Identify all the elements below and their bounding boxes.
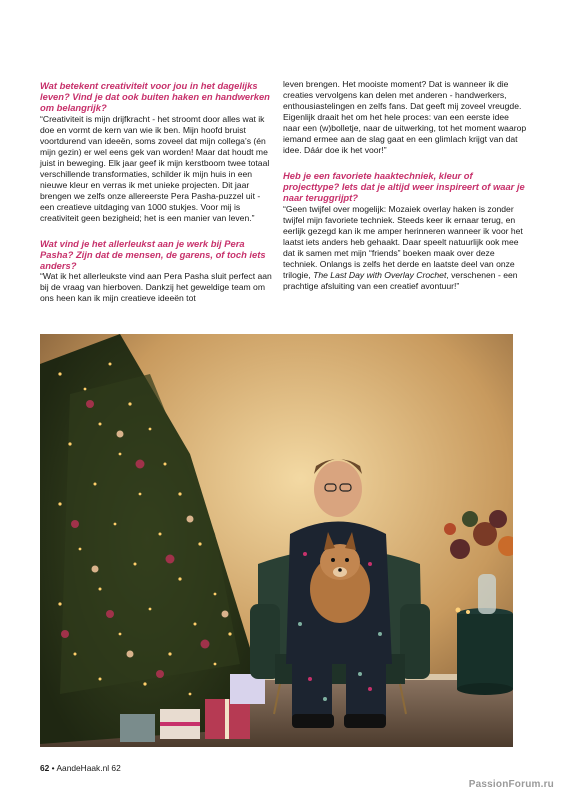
question-work: Wat vind je het allerleukst aan je werk bij Pera Pasha? Zijn dat de mensen, de garens, of toch iets anders? <box>40 237 266 272</box>
question-creativity: Wat betekent creativiteit voor jou in het dagelijks leven? Vind je dat ook buiten haken en handwerken om belangrijk? <box>40 80 270 114</box>
book-title: The Last Day with Overlay Crochet <box>313 269 447 280</box>
answer-creativity: “Creativiteit is mijn drijfkracht - het stroomt door alles wat ik doe en vormt de kern van wie ik ben. Mijn hoofd bruist voortdurend van ideeën, soms zoveel dat mijn collega’s (én mijn gezin) er wel eens gek van worden! Maar dat houdt me juist in beweging. Elk jaar geef ik mijn kerstboom twee totaal verschillende transformaties, schilder ik mijn huis in een nieuwe kleur en verras ik met unieke projecten. Dit jaar brengen we zelfs onze allereerste Pera Pasha-puzzel uit - een creatieve uitdaging van 1000 stukjes. Voor mij is creativiteit geen bezigheid; het is een manier van leven.” <box>40 113 270 223</box>
left-column <box>40 80 274 310</box>
photo-illustration <box>40 334 513 747</box>
page-footer <box>40 763 121 773</box>
footer-text: AandeHaak.nl 62 <box>56 763 121 773</box>
watermark: PassionForum.ru <box>468 779 554 790</box>
answer-technique-text: “Geen twijfel over mogelijk: Mozaiek overlay haken is zonder twijfel mijn favoriete techniek. Steeds keer ik ernaar terug, en eerlijk gezegd kan ik me amper herinneren wanneer ik voor het laatst iets anders heb gehaakt. Daar speelt natuurlijk ook mee dat ik samen met mijn “friends” boeken maak over deze techniek. Onlangs is zelfs het derde en laatste deel van onze trilogie, <box>283 203 523 280</box>
question-technique: Heb je een favoriete haaktechniek, kleur of projecttype? Iets dat je altijd weer inspireert of waar je naar teruggrijpt? <box>283 170 525 204</box>
right-column <box>283 79 527 298</box>
answer-technique-end: , verschenen - een prachtige afsluiting van een creatief avontuur!” <box>283 269 518 291</box>
page-number: 62 <box>40 763 50 773</box>
side-table <box>457 608 513 695</box>
answer-technique <box>283 204 527 292</box>
interview-photo <box>40 334 513 747</box>
paragraph-gap <box>40 230 274 238</box>
answer-work-continued: leven brengen. Het mooiste moment? Dat is wanneer ik die creaties vervolgens kan delen met anderen - handwerkers, enthousiastelingen en zelfs fans. Dat geeft mij zoveel vreugde. Eigenlijk draait het om het hele proces: van een eerste idee naar een (w)bolletje, naar de uitwerking, tot het moment waarop iemand ermee aan de slag gaat en een glimlach krijgt van dat idee. Dáár doe ik het voor!” <box>283 79 527 155</box>
paragraph-gap <box>283 162 527 170</box>
footer-bullet: • <box>51 763 55 773</box>
answer-work-start: “Wat ik het allerleukste vind aan Pera Pasha sluit perfect aan bij de vraag van hierboven. Dankzij het geweldige team om ons heen kan ik mijn creatieve ideeën tot <box>40 271 272 304</box>
